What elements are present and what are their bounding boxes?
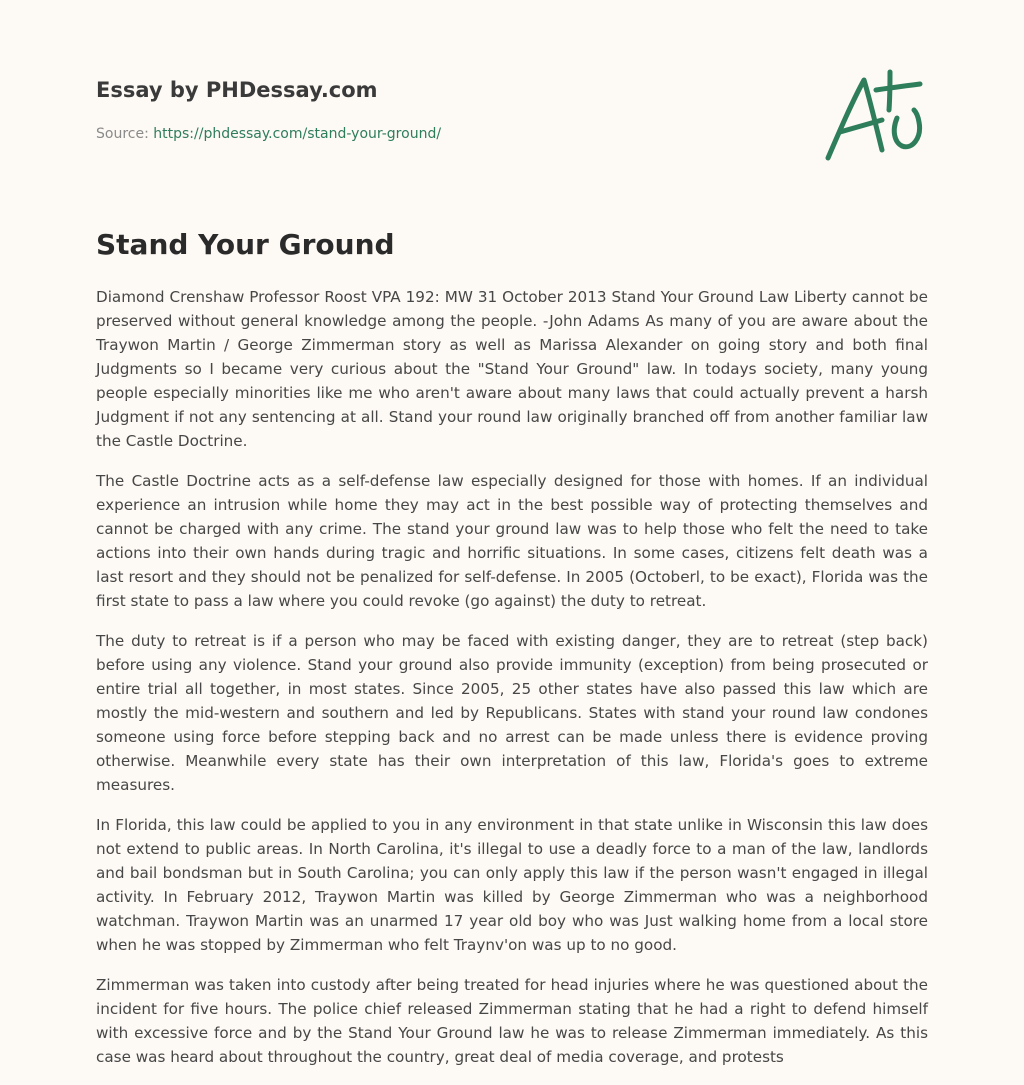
source-label: Source:	[96, 126, 149, 142]
source-line	[96, 124, 928, 144]
brand-title: Essay by PHDessay.com	[96, 78, 378, 102]
essay-body	[96, 285, 928, 1085]
essay-paragraph: The Castle Doctrine acts as a self-defense law especially designed for those with homes. If an individual experience an intrusion while home they may act in the best possible way of protecting themselves and cannot be charged with any crime. The stand your ground law was to help those who felt the need to take actions into their own hands during tragic and horrific situations. In some cases, citizens felt death was a last resort and they should not be penalized for self-defense. In 2005 (Octoberl, to be exact), Florida was the first state to pass a law where you could revoke (go against) the duty to retreat.	[96, 472, 928, 610]
a-plus-logo-icon	[822, 66, 928, 166]
source-link[interactable]: https://phdessay.com/stand-your-ground/	[153, 126, 442, 142]
essay-paragraph: Zimmerman was taken into custody after being treated for head injuries where he was questioned about the incident for five hours. The police chief released Zimmerman stating that he had a right to defend himself with excessive force and by the Stand Your Ground law he was to release Zimmerman immediately. As this case was heard about throughout the country, great deal of media coverage, and protests	[96, 976, 928, 1066]
essay-title: Stand Your Ground	[96, 228, 395, 261]
essay-paragraph: Diamond Crenshaw Professor Roost VPA 192: MW 31 October 2013 Stand Your Ground Law Liberty cannot be preserved without general knowledge among the people. -John Adams As many of you are aware about the Traywon Martin / George Zimmerman story as well as Marissa Alexander on going story and both final Judgments so I became very curious about the "Stand Your Ground" law. In todays society, many young people especially minorities like me who aren't aware about many laws that could actually prevent a harsh Judgment if not any sentencing at all. Stand your round law originally branched off from another familiar law the Castle Doctrine.	[96, 288, 928, 450]
essay-paragraph: The duty to retreat is if a person who may be faced with existing danger, they are to retreat (step back) before using any violence. Stand your ground also provide immunity (exception) from being prosecuted or entire trial all together, in most states. Since 2005, 25 other states have also passed this law which are mostly the mid-western and southern and led by Republicans. States with stand your round law condones someone using force before stepping back and no arrest can be made unless there is evidence proving otherwise. Meanwhile every state has their own interpretation of this law, Florida's goes to extreme measures.	[96, 632, 928, 794]
essay-header	[96, 76, 928, 144]
essay-paragraph: In Florida, this law could be applied to you in any environment in that state unlike in Wisconsin this law does not extend to public areas. In North Carolina, it's illegal to use a deadly force to a man of the law, landlords and bail bondsman but in South Carolina; you can only apply this law if the person wasn't engaged in illegal activity. In February 2012, Traywon Martin was killed by George Zimmerman who was a neighborhood watchman. Traywon Martin was an unarmed 17 year old boy who was Just walking home from a local store when he was stopped by Zimmerman who felt Traynv'on was up to no good.	[96, 816, 928, 954]
